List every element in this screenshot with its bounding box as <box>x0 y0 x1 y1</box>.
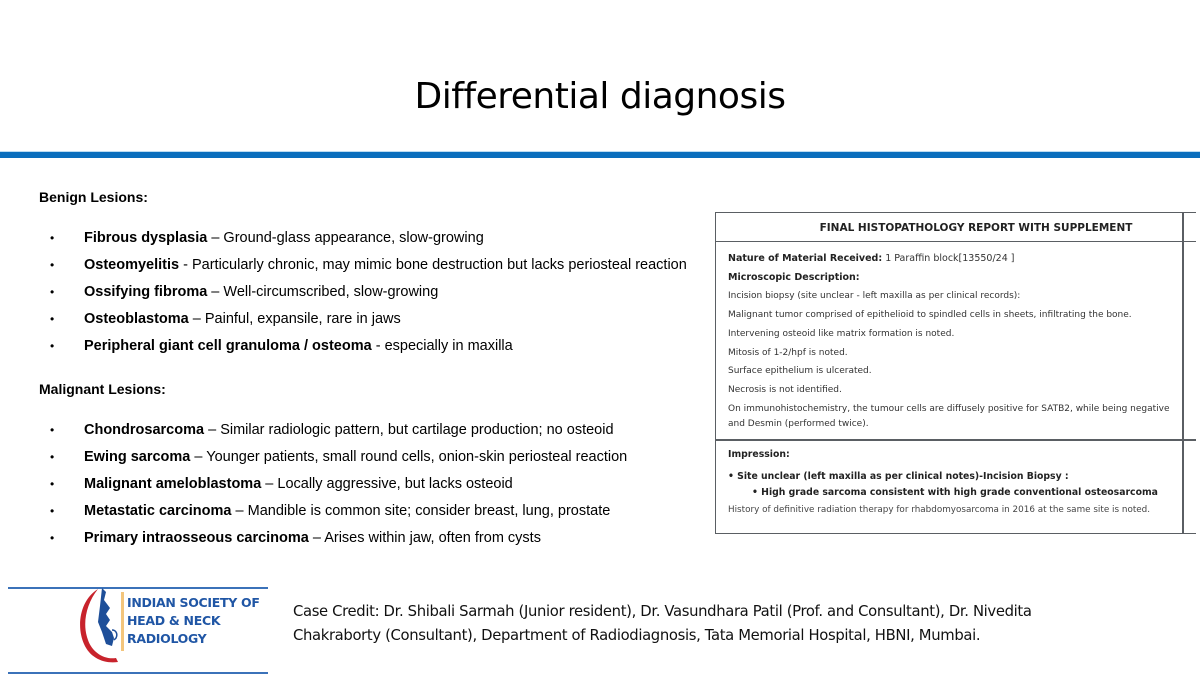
report-border <box>1182 212 1184 534</box>
history-note: History of definitive radiation therapy for rhabdomyosarcoma in 2016 at the same site is noted. <box>728 504 1151 515</box>
lesion-name: Chondrosarcoma <box>84 422 205 438</box>
lesion-name: Osteoblastoma <box>84 311 189 327</box>
lesion-description: Similar radiologic pattern, but cartilage production; no osteoid <box>220 422 614 438</box>
bullet-icon: • <box>50 531 55 545</box>
credit-line-2: Chakraborty (Consultant), Department of Radiodiagnosis, Tata Memorial Hospital, HBNI, Mumbai. <box>293 627 981 644</box>
impression-diagnosis: • High grade sarcoma consistent with high grade conventional osteosarcoma <box>752 486 1158 498</box>
micro-line: Surface epithelium is ulcerated. <box>728 366 872 377</box>
separator: – <box>231 503 248 519</box>
slide-title: Differential diagnosis <box>414 76 786 117</box>
list-item <box>50 444 627 471</box>
bullet-icon: • <box>50 231 55 245</box>
impression-section <box>716 441 1196 520</box>
list-item <box>50 225 687 252</box>
credit-line-1: Case Credit: Dr. Shibali Sarmah (Junior resident), Dr. Vasundhara Patil (Prof. and Consultant), Dr. Nivedita <box>293 603 1032 620</box>
list-item <box>50 471 627 498</box>
bullet-icon: • <box>50 504 55 518</box>
separator: – <box>188 311 205 327</box>
bullet-icon: • <box>50 258 55 272</box>
separator: – <box>207 230 224 246</box>
lesion-name: Fibrous dysplasia <box>84 230 208 246</box>
micro-line: and Desmin (performed twice). <box>728 419 869 430</box>
lesion-name: Malignant ameloblastoma <box>84 476 262 492</box>
report-body <box>716 242 1196 431</box>
material-label: Nature of Material Received: <box>728 253 883 264</box>
separator: – <box>308 530 325 546</box>
separator: - <box>179 257 192 273</box>
list-item <box>50 252 687 279</box>
lesion-description: Painful, expansile, rare in jaws <box>204 311 401 327</box>
lesion-name: Peripheral giant cell granuloma / osteoma <box>84 338 372 354</box>
list-item <box>50 279 687 306</box>
lesion-description: Ground-glass appearance, slow-growing <box>223 230 484 246</box>
report-title: FINAL HISTOPATHOLOGY REPORT WITH SUPPLEMENT <box>716 213 1196 242</box>
malignant-heading: Malignant Lesions: <box>39 381 166 397</box>
case-credit <box>293 600 1173 648</box>
bullet-icon: • <box>50 450 55 464</box>
separator: – <box>207 284 224 300</box>
logo-line-2: HEAD & NECK <box>127 613 221 628</box>
bullet-icon: • <box>50 312 55 326</box>
separator: – <box>190 449 207 465</box>
lesion-description: Particularly chronic, may mimic bone destruction but lacks periosteal reaction <box>191 257 687 273</box>
lesion-name: Primary intraosseous carcinoma <box>84 530 309 546</box>
lesion-description: Locally aggressive, but lacks osteoid <box>277 476 513 492</box>
list-item <box>50 333 687 360</box>
lesion-description: especially in maxilla <box>384 338 513 354</box>
list-item <box>50 417 627 444</box>
micro-line: Mitosis of 1-2/hpf is noted. <box>728 347 848 358</box>
logo-line-1: INDIAN SOCIETY OF <box>127 595 260 610</box>
list-item <box>50 306 687 333</box>
logo-divider <box>121 592 124 651</box>
lesion-description: Well-circumscribed, slow-growing <box>223 284 439 300</box>
bullet-icon: • <box>50 477 55 491</box>
lesion-description: Mandible is common site; consider breast, lung, prostate <box>247 503 611 519</box>
society-logo-icon <box>76 586 122 666</box>
separator: – <box>261 476 278 492</box>
lesion-description: Arises within jaw, often from cysts <box>324 530 541 546</box>
list-item <box>50 498 627 525</box>
impression-site: • Site unclear (left maxilla as per clinical notes)-Incision Biopsy : <box>728 470 1069 482</box>
bullet-icon: • <box>50 285 55 299</box>
separator: - <box>371 338 385 354</box>
micro-line: On immunohistochemistry, the tumour cells are diffusely positive for SATB2, while being negative <box>728 403 1170 414</box>
logo-line-3: RADIOLOGY <box>127 631 207 646</box>
microscopic-label: Microscopic Description: <box>728 271 860 283</box>
micro-line: Necrosis is not identified. <box>728 384 842 395</box>
lesion-name: Osteomyelitis <box>84 257 180 273</box>
logo-bottom-line <box>8 672 268 674</box>
lesion-name: Ossifying fibroma <box>84 284 208 300</box>
histopathology-report <box>715 212 1196 534</box>
material-value: 1 Paraffin block[13550/24 ] <box>882 253 1015 264</box>
benign-list <box>50 225 687 360</box>
logo-top-line <box>8 587 268 589</box>
lesion-name: Metastatic carcinoma <box>84 503 232 519</box>
micro-line: Incision biopsy (site unclear - left maxilla as per clinical records): <box>728 291 1021 302</box>
lesion-name: Ewing sarcoma <box>84 449 191 465</box>
logo-text <box>127 594 260 648</box>
title-rule <box>0 152 1200 158</box>
micro-line: Malignant tumor comprised of epithelioid to spindled cells in sheets, infiltrating the bone. <box>728 310 1132 321</box>
lesion-description: Younger patients, small round cells, onion-skin periosteal reaction <box>206 449 628 465</box>
bullet-icon: • <box>50 423 55 437</box>
bullet-icon: • <box>50 339 55 353</box>
malignant-list <box>50 417 627 552</box>
micro-line: Intervening osteoid like matrix formation is noted. <box>728 328 955 339</box>
impression-label: Impression: <box>728 448 790 460</box>
list-item <box>50 525 627 552</box>
separator: – <box>204 422 221 438</box>
benign-heading: Benign Lesions: <box>39 189 148 205</box>
